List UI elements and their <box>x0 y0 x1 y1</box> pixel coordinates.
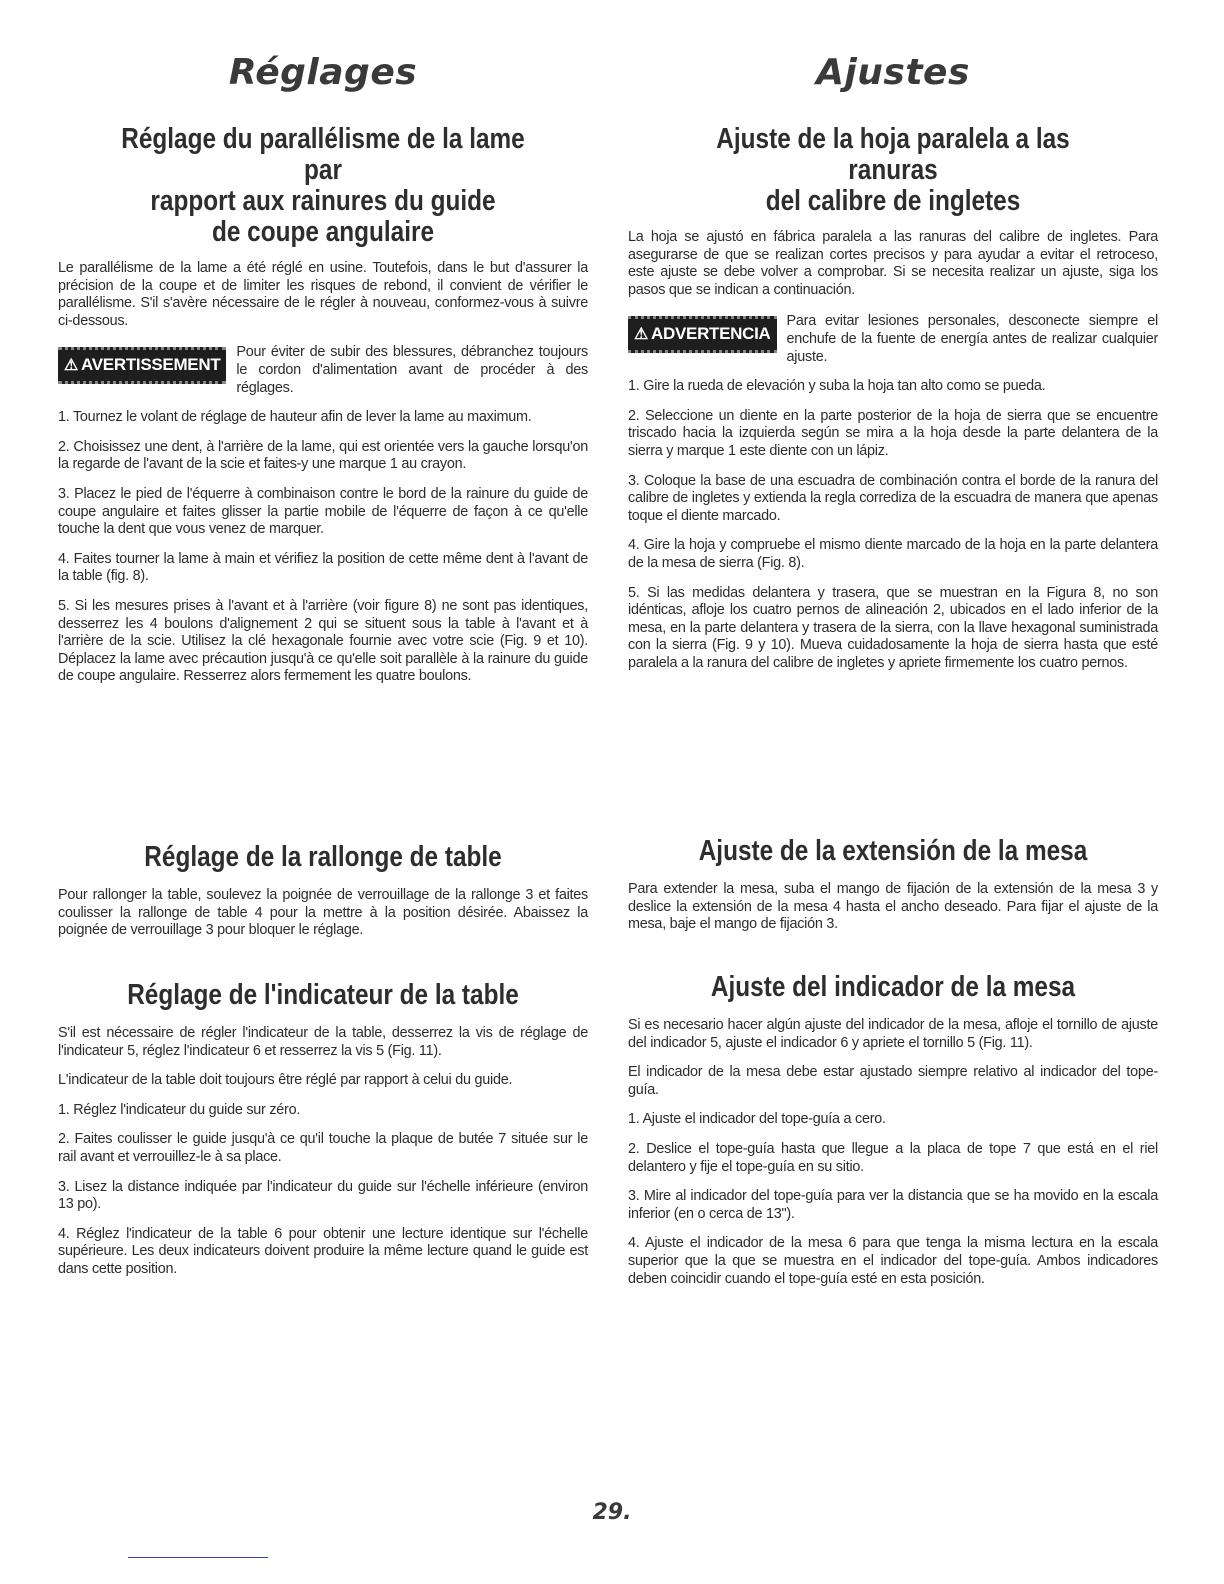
heading-line: Réglage du parallélisme de la lame par <box>121 123 525 186</box>
heading-line: Ajuste de la hoja paralela a las ranuras <box>716 123 1070 186</box>
heading-line: del calibre de ingletes <box>765 185 1021 217</box>
section-table-extension-fr <box>58 842 588 940</box>
step-1: 1. Gire la rueda de elevación y suba la hoja tan alto como se pueda. <box>628 378 1046 395</box>
section-table-extension-es <box>628 836 1158 934</box>
warning-triangle-icon: ⚠ <box>634 326 649 344</box>
indicator-paragraph: S'il est nécessaire de régler l'indicateur de la table, desserrez la vis de réglage de l'indicateur 5, réglez l'indicateur 6 et resserrez la vis 5 (Fig. 11). <box>58 1025 588 1059</box>
warning-text: Para evitar lesiones personales, desconecte siempre el enchufe de la fuente de energía antes de realizar cualquier ajuste. <box>786 313 1158 365</box>
indicator-step-1: 1. Ajuste el indicador del tope-guía a cero. <box>628 1111 886 1128</box>
warning-text: Pour éviter de subir des blessures, débranchez toujours le cordon d'alimentation avant de procéder à des réglages. <box>236 344 588 396</box>
column-french <box>58 124 588 686</box>
step-5: 5. Si les mesures prises à l'avant et à l'arrière (voir figure 8) ne sont pas identiques, desserrez les 4 boulons d'alignement 2 qui se situent sous la table à l'avant et à l'arrière de la scie. Utilisez la clé hexagonale fournie avec votre scie (Fig. 9 et 10). Déplacez la lame avec précaution jusqu'à ce qu'elle soit parallèle à la rainure du guide de coupe angulaire. Resserrez alors fermement les quatre boulons. <box>58 597 588 685</box>
page-title-fr: Réglages <box>228 52 418 93</box>
warning-block <box>58 344 588 397</box>
warning-badge <box>58 347 226 384</box>
footer-rule <box>128 1557 268 1558</box>
warning-triangle-icon: ⚠ <box>64 357 79 375</box>
indicator-paragraph: L'indicateur de la table doit toujours être réglé par rapport à celui du guide. <box>58 1072 513 1089</box>
indicator-step-2: 2. Faites coulisser le guide jusqu'à ce qu'il touche la plaque de butée 7 située sur le rail avant et verrouillez-le à sa place. <box>58 1131 588 1165</box>
heading-table-extension-es: Ajuste de la extensión de la mesa <box>698 835 1088 867</box>
heading-line: de coupe angulaire <box>211 216 434 248</box>
indicator-step-2: 2. Deslice el tope-guía hasta que llegue a la placa de tope 7 que está en el riel delantero y fije el tope-guía en su sitio. <box>628 1140 1158 1175</box>
section-table-indicator-fr <box>58 980 588 1279</box>
warning-label: ADVERTENCIA <box>651 324 771 344</box>
indicator-step-3: 3. Lisez la distance indiquée par l'indicateur du guide sur l'échelle inférieure (environ 13 po). <box>58 1178 588 1213</box>
heading-blade-parallel-fr <box>100 124 545 248</box>
step-3: 3. Coloque la base de una escuadra de combinación contra el borde de la ranura del calibre de ingletes y extienda la regla corrediza de la escuadra de manera que apenas toque el diente marcado. <box>628 472 1158 524</box>
extension-paragraph: Pour rallonger la table, soulevez la poignée de verrouillage de la rallonge 3 et faites coulisser la rallonge de table 4 pour la mettre à la position désirée. Abaissez la poignée de verrouillage 3 pour bloquer le réglage. <box>58 887 588 939</box>
indicator-paragraph: El indicador de la mesa debe estar ajustado siempre relativo al indicador del tope-guía. <box>628 1064 1158 1098</box>
step-1: 1. Tournez le volant de réglage de hauteur afin de lever la lame au maximum. <box>58 409 532 426</box>
indicator-step-1: 1. Réglez l'indicateur du guide sur zéro. <box>58 1101 301 1118</box>
warning-label: AVERTISSEMENT <box>81 355 221 375</box>
heading-line: rapport aux rainures du guide <box>150 185 496 217</box>
step-5: 5. Si las medidas delantera y trasera, que se muestran en la Figura 8, no son idénticas, afloje los cuatro pernos de alineación 2, ubicados en el lado inferior de la mesa, en la parte delantera y trasera de la sierra, con la llave hexagonal suministrada con la sierra (Fig. 9 y 10). Mueva cuidadosamente la hoja de sierra hasta que esté paralela a la ranura del calibre de ingletes y apriete firmemente los cuatro pernos. <box>628 584 1158 671</box>
page-number: 29. <box>592 1500 632 1525</box>
extension-paragraph: Para extender la mesa, suba el mango de fijación de la extensión de la mesa 3 y deslice la extensión de la mesa 4 hasta el ancho deseado. Para fijar el ajuste de la mesa, baje el mango de fijación 3. <box>628 881 1158 933</box>
heading-table-indicator-es: Ajuste del indicador de la mesa <box>710 971 1076 1003</box>
step-4: 4. Faites tourner la lame à main et vérifiez la position de cette même dent à l'avant de la table (fig. 8). <box>58 550 588 585</box>
column-spanish <box>628 124 1158 672</box>
indicator-step-3: 3. Mire al indicador del tope-guía para ver la distancia que se ha movido en la escala inferior (en o cerca de 13"). <box>628 1188 1158 1222</box>
step-3: 3. Placez le pied de l'équerre à combinaison contre le bord de la rainure du guide de coupe angulaire et faites glisser la partie mobile de l'équerre de façon à ce qu'elle touche la dent que vous venez de marquer. <box>58 485 588 538</box>
step-4: 4. Gire la hoja y compruebe el mismo diente marcado de la hoja en la parte delantera de la mesa de sierra (Fig. 8). <box>628 537 1158 571</box>
intro-paragraph: Le parallélisme de la lame a été réglé en usine. Toutefois, dans le but d'assurer la précision de la coupe et de limiter les risques de rebond, il convient de vérifier le parallélisme. S'il s'avère nécessaire de le régler à nouveau, conformez-vous à suivre ci-dessous. <box>58 260 588 329</box>
intro-paragraph: La hoja se ajustó en fábrica paralela a las ranuras del calibre de ingletes. Para asegurarse de que se realizan cortes precisos y para ayudar a evitar el retroceso, este ajuste se debe volver a comprobar. Si se necesita realizar un ajuste, siga los pasos que se indican a continuación. <box>628 229 1158 298</box>
heading-blade-parallel-es <box>670 124 1115 217</box>
heading-table-indicator-fr: Réglage de l'indicateur de la table <box>127 979 519 1011</box>
step-2: 2. Seleccione un diente en la parte posterior de la hoja de sierra que se encuentre triscado hacia la izquierda según se mira a la hoja desde la parte delantera de la sierra y marque 1 este diente con un lápiz. <box>628 407 1158 459</box>
page-number-value: 29 <box>592 1500 624 1525</box>
page-title-es: Ajustes <box>816 52 970 93</box>
section-table-indicator-es <box>628 972 1158 1288</box>
indicator-step-4: 4. Réglez l'indicateur de la table 6 pour obtenir une lecture identique sur l'échelle supérieure. Les deux indicateurs doivent produire la même lecture quand le guide est dans cette position. <box>58 1225 588 1277</box>
indicator-paragraph: Si es necesario hacer algún ajuste del indicador de la mesa, afloje el tornillo de ajuste del indicador 5, ajuste el indicador 6 y apriete el tornillo 5 (Fig. 11). <box>628 1017 1158 1051</box>
heading-table-extension-fr: Réglage de la rallonge de table <box>144 841 502 873</box>
step-2: 2. Choisissez une dent, à l'arrière de la lame, qui est orientée vers la gauche lorsqu'on la regarde de l'avant de la scie et faites-y une marque 1 au crayon. <box>58 438 588 473</box>
warning-block <box>628 313 1158 366</box>
warning-badge <box>628 316 777 353</box>
indicator-step-4: 4. Ajuste el indicador de la mesa 6 para que tenga la misma lectura en la escala superior que la que se muestra en el indicador del tope-guía. Ambos indicadores deben coincidir cuando el tope-guía esté en esta posición. <box>628 1235 1158 1287</box>
